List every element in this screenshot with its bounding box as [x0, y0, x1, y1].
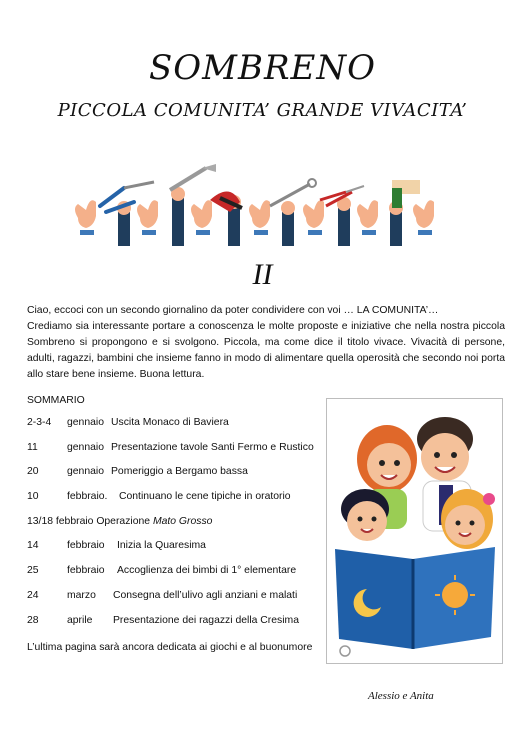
intro-paragraph: Crediamo sia interessante portare a conoscenza le molte proposte e iniziative che nella nostra piccola Sombreno si propongono e si svolgono. Piccola, ma come dice il titolo vivace. Vivacità di persone, adulti, ragazzi, bambini che insieme fanno in modo di alimentare quella operosità che secondo noi porta allo stare bene insieme. Buona lettura.	[27, 321, 505, 380]
summary-item: 14 febbraio Inizia la Quaresima	[27, 540, 206, 552]
intro-text	[27, 303, 505, 383]
author-signature: Alessio e Anita	[368, 690, 434, 702]
summary-heading: SOMMARIO	[27, 395, 85, 406]
summary-item: 2-3-4 gennaio Uscita Monaco di Baviera	[27, 417, 229, 428]
summary-item: 24 marzo Consegna dell’ulivo agli anziani e malati	[27, 589, 298, 601]
family-reading-illustration	[326, 398, 503, 664]
issue-number: II	[252, 258, 273, 291]
summary-item: 10 febbraio. Continuano le cene tipiche in oratorio	[27, 491, 291, 503]
summary-list	[27, 417, 327, 639]
summary-item: 20 gennaio Pomeriggio a Bergamo bassa	[27, 466, 248, 478]
summary-item: 25 febbraio Accoglienza dei bimbi di 1° elementare	[27, 565, 297, 577]
newsletter-subtitle: PICCOLA COMUNITA’ GRANDE VIVACITA’	[57, 100, 468, 121]
summary-item: 13/18 febbraio Operazione Mato Grosso	[27, 515, 213, 527]
family-reading-drawing	[327, 399, 502, 663]
intro-greeting: Ciao, eccoci con un secondo giornalino da poter condividere con voi … LA COMUNITA’…	[27, 305, 439, 316]
raised-hands-tools-banner	[70, 160, 460, 246]
summary-item: 11 gennaio Presentazione tavole Santi Fermo e Rustico	[27, 441, 314, 453]
newsletter-title: SOMBRENO	[148, 48, 376, 88]
summary-item: 28 aprile Presentazione dei ragazzi della Cresima	[27, 614, 299, 626]
footer-note: L’ultima pagina sarà ancora dedicata ai giochi e al buonumore	[27, 642, 313, 653]
